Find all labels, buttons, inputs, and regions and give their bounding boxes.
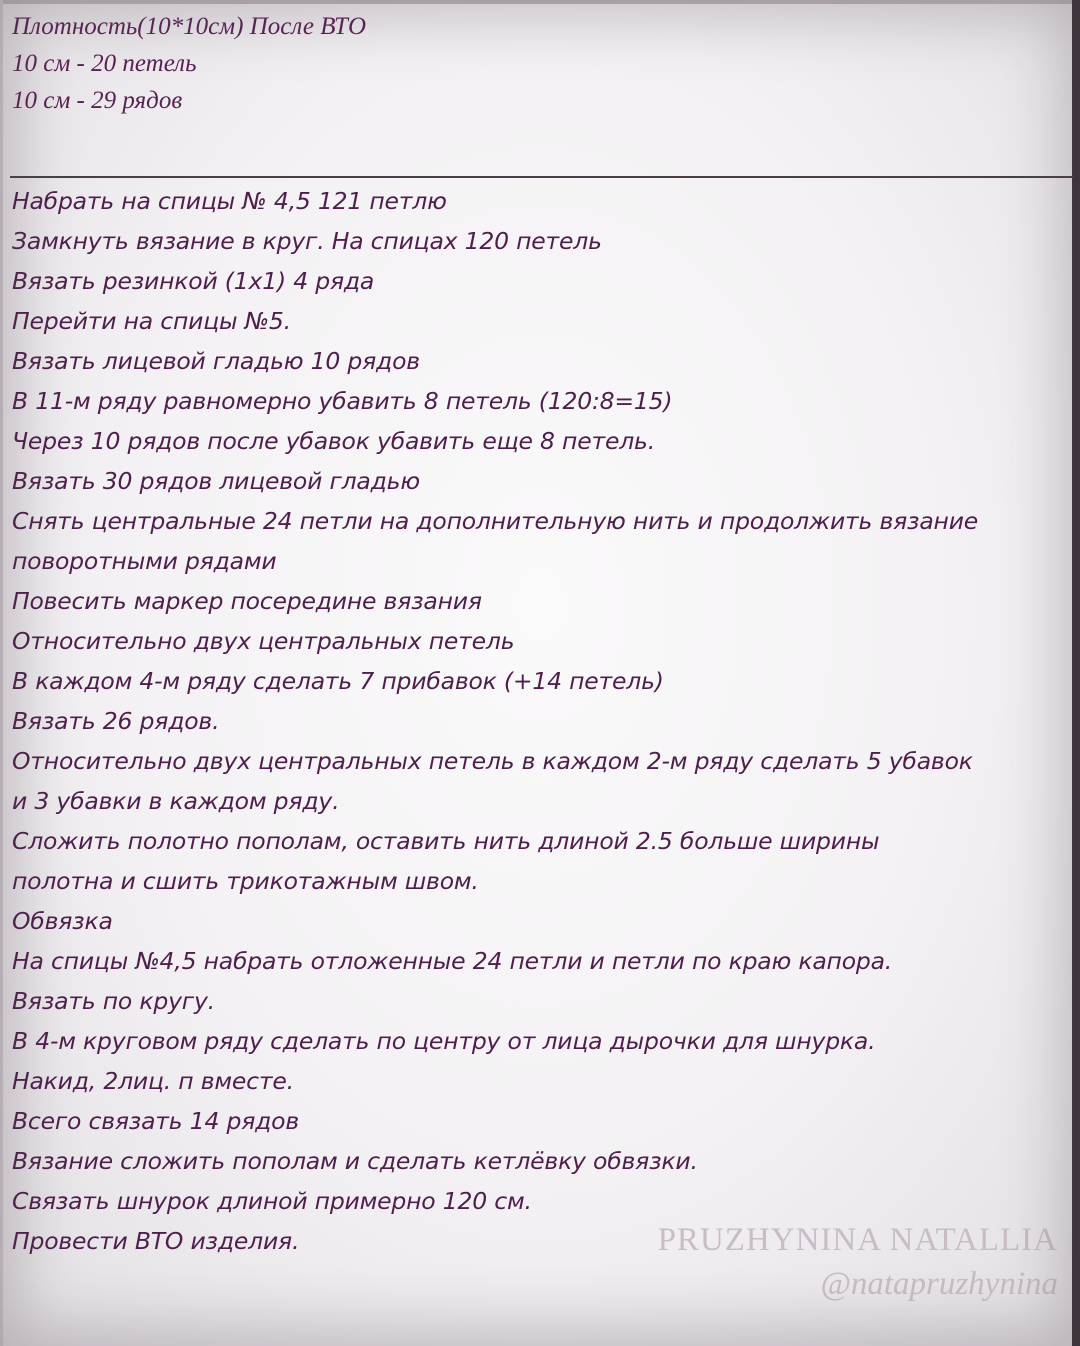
instruction-line: Вязание сложить пополам и сделать кетлёвку обвязки. [12,1147,698,1175]
instruction-line: Перейти на спицы №5. [12,307,291,335]
instruction-line: Повесить маркер посередине вязания [12,587,482,615]
instruction-line: Вязать резинкой (1х1) 4 ряда [12,267,375,295]
instruction-line: Провести ВТО изделия. [12,1227,300,1255]
watermark-author-name: PRUZHYNINA NATALLIA [657,1222,1058,1258]
instruction-line: Вязать лицевой гладью 10 рядов [12,347,420,375]
instruction-list [12,181,1080,1261]
instruction-line: Замкнуть вязание в круг. На спицах 120 петель [12,227,602,255]
instruction-line: Связать шнурок длиной примерно 120 см. [12,1187,532,1215]
gauge-rows: 10 см - 29 рядов [12,87,183,114]
instruction-line: полотна и сшить трикотажным швом. [12,867,479,895]
frame-left-edge [0,0,3,1346]
instruction-line: Снять центральные 24 петли на дополнительную нить и продолжить вязание [12,507,979,535]
instruction-line: Накид, 2лиц. п вместе. [12,1067,294,1095]
instruction-line: В каждом 4-м ряду сделать 7 прибавок (+14 петель) [12,667,664,695]
instruction-line: В 4-м круговом ряду сделать по центру от лица дырочки для шнурка. [12,1027,876,1055]
instruction-line: Через 10 рядов после убавок убавить еще 8 петель. [12,427,655,455]
author-watermark [658,1218,1058,1306]
instruction-line: и 3 убавки в каждом ряду. [12,787,340,815]
instruction-line: Набрать на спицы № 4,5 121 петлю [12,187,447,215]
instruction-line: Относительно двух центральных петель [12,627,515,655]
gauge-stitches: 10 см - 20 петель [12,50,197,77]
gauge-header [12,8,712,119]
section-heading-edging: Обвязка [12,907,113,935]
instruction-line: На спицы №4,5 набрать отложенные 24 петли и петли по краю капора. [12,947,893,975]
header-separator-line [10,176,1074,178]
instruction-line: Вязать по кругу. [12,987,215,1015]
instruction-line: Вязать 26 рядов. [12,707,220,735]
watermark-author-handle: @natapruzhynina [820,1266,1058,1302]
gauge-title: Плотность(10*10см) После ВТО [12,13,367,40]
frame-top-edge [0,0,1080,4]
instruction-line: Относительно двух центральных петель в каждом 2-м ряду сделать 5 убавок [12,747,973,775]
instruction-line: Сложить полотно пополам, оставить нить длиной 2.5 больше ширины [12,827,880,855]
instruction-line: поворотными рядами [12,547,277,575]
instruction-line: Всего связать 14 рядов [12,1107,300,1135]
instruction-line: В 11-м ряду равномерно убавить 8 петель (120:8=15) [12,387,673,415]
instruction-line: Вязать 30 рядов лицевой гладью [12,467,420,495]
